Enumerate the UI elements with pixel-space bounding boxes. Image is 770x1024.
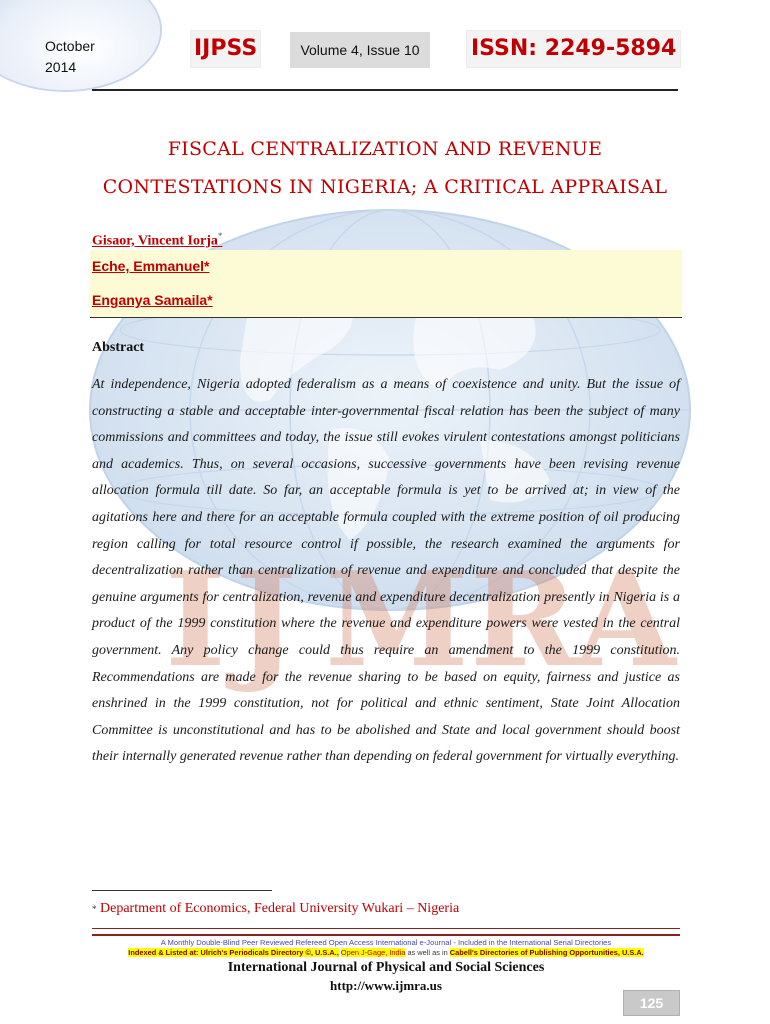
author-2: Eche, Emmanuel* <box>92 258 210 274</box>
footer-divider <box>92 928 680 936</box>
paper-title-line-2: CONTESTATIONS IN NIGERIA; A CRITICAL APPRAISAL <box>102 176 668 198</box>
footnote-text: Department of Economics, Federal University Wukari – Nigeria <box>100 901 460 916</box>
paper-title-line-1: FISCAL CENTRALIZATION AND REVENUE <box>167 138 603 160</box>
issue-date <box>45 36 95 78</box>
footnote-divider <box>92 890 272 891</box>
svg-text:J: J <box>235 543 297 696</box>
footer-indexing-ulrich: Indexed & Listed at: Ulrich's Periodicals Directory ©, U.S.A., <box>128 948 339 957</box>
footer-indexing <box>92 948 680 957</box>
svg-text:A: A <box>575 543 676 696</box>
footer-description: A Monthly Double-Blind Peer Reviewed Refereed Open Access International e-Journal - Included in the International Serial Directories <box>160 938 612 947</box>
svg-text:R: R <box>470 543 579 696</box>
issue-year: 2014 <box>45 59 77 75</box>
svg-text:M: M <box>325 543 469 696</box>
page-number: 125 <box>623 990 680 1016</box>
footer-indexing-middle: as well as in <box>407 948 448 957</box>
abstract-heading: Abstract <box>92 340 145 355</box>
footer-url-link[interactable]: http://www.ijmra.us <box>330 978 442 993</box>
footnote <box>92 900 459 918</box>
footer-indexing-open-jgate: Open J-Gage, India <box>340 948 406 957</box>
author-3: Enganya Samaila* <box>92 292 213 308</box>
abstract-body: At independence, Nigeria adopted federalism as a means of coexistence and unity. But the issue of constructing a stable and acceptable inter-governmental fiscal relation has been the subject of many commissions and committees and today, the issue still evokes virulent contestations amongst politicians and academics. Thus, on several occasions, successive governments have been revising revenue allocation formula till date. So far, an acceptable formula is yet to be arrived at; in view of the agitations here and there for an acceptable formula coupled with the extreme position of oil producing region calling for total resource control if possible, the research examined the arguments for decentralization rather than centralization of revenue and expenditure and concluded that despite the genuine arguments for centralization, revenue and expenditure decentralization presently in Nigeria is a product of the 1999 constitution where the revenue and expenditure powers were vested in the central government. Any policy change could thus require an amendment to the 1999 constitution. Recommendations are made for the revenue sharing to be based on equity, fairness and justice as enshrined in the 1999 constitution, not for political and ethnic sentiment, State Joint Allocation Committee is unconstitutional and has to be abolished and State and local government should boost their internally generated revenue rather than depending on federal government for virtually everything. <box>92 377 680 765</box>
footer-journal-name: International Journal of Physical and Social Sciences <box>227 960 545 975</box>
footnote-marker: * <box>92 904 97 914</box>
header-divider <box>92 89 678 91</box>
svg-text:I: I <box>165 543 226 696</box>
author-1-name: Gisaor, Vincent Iorja <box>92 233 218 249</box>
issue-month: October <box>45 38 95 54</box>
footer-indexing-cabell: Cabell's Directories of Publishing Opportunities, U.S.A. <box>449 948 644 957</box>
issn-label: ISSN: 2249-5894 <box>466 30 681 68</box>
journal-code: IJPSS <box>190 30 261 68</box>
author-1 <box>92 226 222 252</box>
author-1-marker: * <box>217 231 223 241</box>
authors-divider <box>90 317 682 318</box>
paper-title <box>90 130 680 206</box>
volume-issue: Volume 4, Issue 10 <box>290 32 430 68</box>
